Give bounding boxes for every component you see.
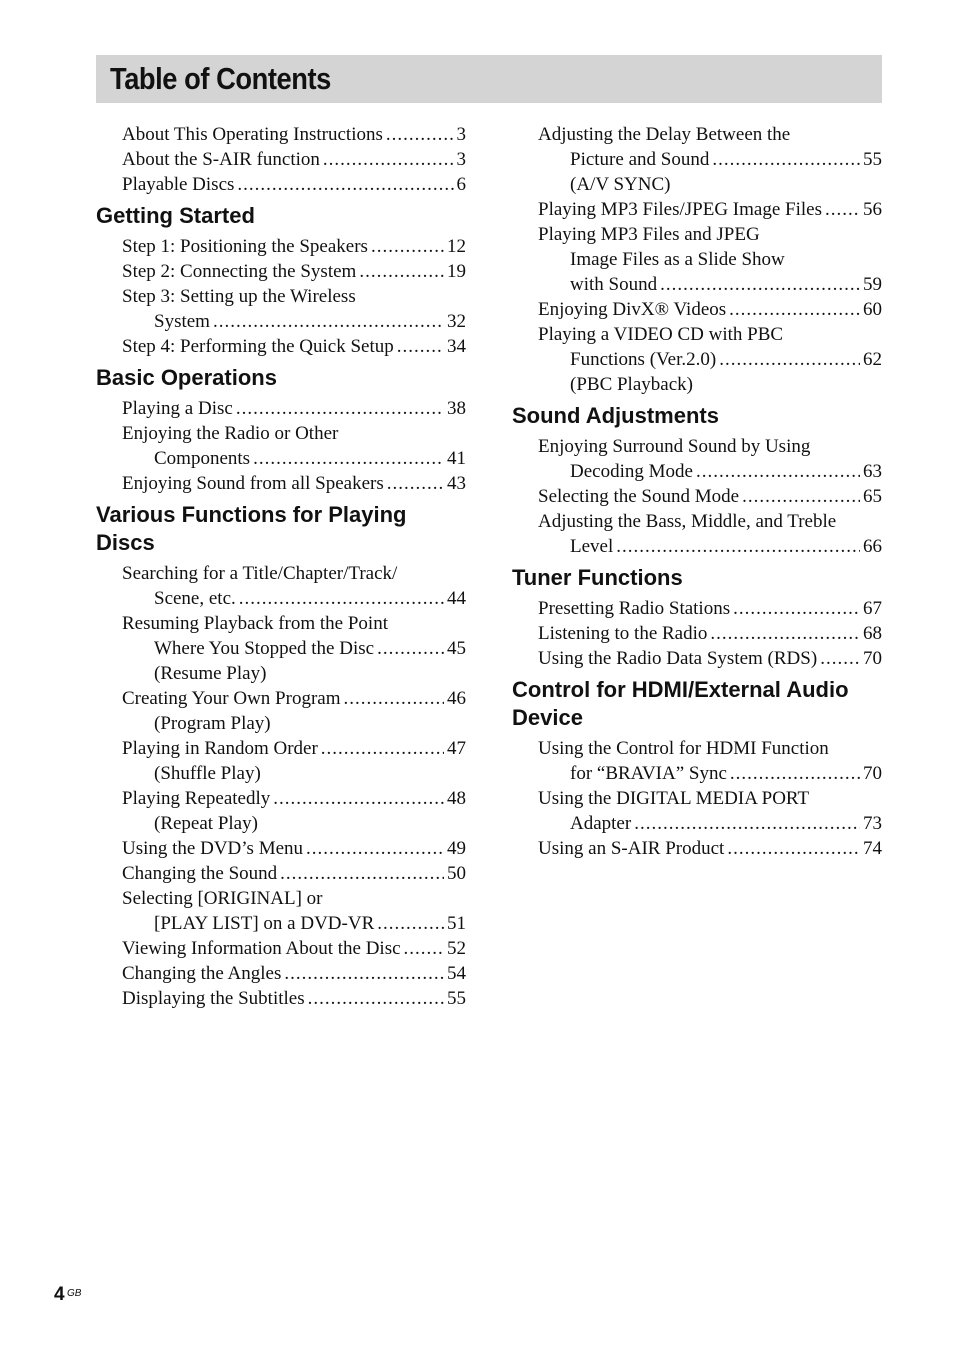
page-title: Table of Contents	[110, 61, 331, 96]
toc-entry-row	[538, 297, 882, 322]
toc-entry[interactable]	[122, 986, 466, 1011]
dot-leader	[284, 961, 444, 986]
toc-entry-row	[538, 534, 882, 559]
toc-page-number: 59	[863, 274, 882, 295]
toc-entry-row	[122, 234, 466, 259]
toc-page-number: 3	[456, 124, 466, 145]
dot-leader	[825, 197, 860, 222]
toc-entry-text: Level	[570, 536, 614, 557]
toc-entry-row	[122, 736, 466, 761]
toc-entry[interactable]	[122, 334, 466, 359]
toc-entry-text: Scene, etc.	[154, 588, 236, 609]
toc-entry-text: Using the Radio Data System (RDS)	[538, 648, 818, 669]
dot-leader	[237, 172, 453, 197]
dot-leader	[404, 936, 444, 961]
toc-page-number: 63	[863, 461, 882, 482]
toc-entry-subtext: (Shuffle Play)	[154, 763, 261, 784]
toc-entry-text: Step 3: Setting up the Wireless	[122, 286, 356, 307]
toc-entry-text: Step 4: Performing the Quick Setup	[122, 336, 394, 357]
dot-leader	[377, 636, 444, 661]
dot-leader	[306, 836, 444, 861]
toc-entry[interactable]	[122, 284, 466, 334]
toc-entry[interactable]	[122, 736, 466, 786]
dot-leader	[733, 596, 860, 621]
toc-entry-subtext: (PBC Playback)	[570, 374, 693, 395]
toc-page-number: 70	[863, 763, 882, 784]
dot-leader	[730, 761, 860, 786]
toc-page-number: 34	[447, 336, 466, 357]
toc-entry-text: Changing the Sound	[122, 863, 278, 884]
dot-leader	[236, 396, 444, 421]
toc-entry-text: Listening to the Radio	[538, 623, 708, 644]
toc-entry[interactable]	[538, 222, 882, 297]
toc-entry-text: Image Files as a Slide Show	[570, 249, 785, 270]
toc-entry-row	[122, 836, 466, 861]
toc-entry-row	[538, 459, 882, 484]
toc-entry-row	[122, 936, 466, 961]
toc-left-column	[96, 122, 466, 1011]
toc-entry-text: Playing MP3 Files and JPEG	[538, 224, 760, 245]
toc-entry[interactable]	[122, 961, 466, 986]
dot-leader	[729, 297, 860, 322]
toc-entry-text: Enjoying the Radio or Other	[122, 423, 339, 444]
toc-page-number: 43	[447, 473, 466, 494]
toc-entry[interactable]	[122, 172, 466, 197]
toc-entry[interactable]	[538, 596, 882, 621]
toc-page-number: 70	[863, 648, 882, 669]
toc-page-number: 66	[863, 536, 882, 557]
toc-entry-row	[538, 484, 882, 509]
toc-entry-subtext: (Resume Play)	[154, 663, 267, 684]
toc-entry-row	[122, 259, 466, 284]
dot-leader	[386, 122, 454, 147]
toc-entry-text: Searching for a Title/Chapter/Track/	[122, 563, 398, 584]
toc-entry[interactable]	[122, 147, 466, 172]
dot-leader	[371, 234, 444, 259]
toc-entry-text: for “BRAVIA” Sync	[570, 763, 727, 784]
toc-entry-text: Playable Discs	[122, 174, 235, 195]
toc-entry[interactable]	[122, 122, 466, 147]
dot-leader	[239, 586, 444, 611]
toc-entry-row	[538, 596, 882, 621]
toc-entry-row	[122, 122, 466, 147]
toc-entry-row	[122, 911, 466, 936]
toc-entry[interactable]	[122, 836, 466, 861]
toc-entry-row	[122, 471, 466, 496]
toc-page-number: 3	[456, 149, 466, 170]
dot-leader	[323, 147, 454, 172]
toc-entry-text: Presetting Radio Stations	[538, 598, 731, 619]
toc-entry-text: Playing in Random Order	[122, 738, 318, 759]
toc-entry-text: Playing a Disc	[122, 398, 233, 419]
dot-leader	[742, 484, 860, 509]
toc-entry-text: Adjusting the Bass, Middle, and Treble	[538, 511, 837, 532]
toc-page-number: 46	[447, 688, 466, 709]
dot-leader	[397, 334, 444, 359]
toc-entry-row	[538, 646, 882, 671]
dot-leader	[387, 471, 444, 496]
toc-entry-subtext: (A/V SYNC)	[570, 174, 671, 195]
toc-page-number: 32	[447, 311, 466, 332]
toc-entry[interactable]	[538, 484, 882, 509]
toc-page-number: 52	[447, 938, 466, 959]
toc-entry[interactable]	[122, 611, 466, 686]
toc-entry[interactable]	[538, 786, 882, 836]
toc-entry-row	[122, 334, 466, 359]
toc-entry[interactable]	[122, 471, 466, 496]
toc-entry[interactable]	[122, 561, 466, 611]
toc-entry[interactable]	[122, 259, 466, 284]
title-bar	[96, 55, 882, 103]
toc-entry-subtext: (Program Play)	[154, 713, 271, 734]
toc-entry-text: Step 2: Connecting the System	[122, 261, 357, 282]
toc-entry[interactable]	[538, 509, 882, 559]
toc-entry-text: Adjusting the Delay Between the	[538, 124, 791, 145]
toc-page-number: 62	[863, 349, 882, 370]
toc-entry-text: Picture and Sound	[570, 149, 710, 170]
page-number: 4	[54, 1284, 65, 1305]
toc-entry-row	[122, 961, 466, 986]
toc-entry-text: Step 1: Positioning the Speakers	[122, 236, 368, 257]
toc-entry-row	[122, 396, 466, 421]
toc-entry-text: Displaying the Subtitles	[122, 988, 305, 1009]
toc-page-number: 38	[447, 398, 466, 419]
toc-entry-text: Components	[154, 448, 251, 469]
dot-leader	[344, 686, 445, 711]
dot-leader	[359, 259, 444, 284]
toc-entry[interactable]	[122, 421, 466, 471]
toc-entry-row	[538, 147, 882, 172]
toc-entry[interactable]	[122, 936, 466, 961]
toc-entry[interactable]	[122, 886, 466, 936]
toc-page-number: 73	[863, 813, 882, 834]
toc-page-number: 50	[447, 863, 466, 884]
toc-entry-text: About the S-AIR function	[122, 149, 320, 170]
toc-right-column	[512, 122, 882, 861]
toc-entry-text: Adapter	[570, 813, 632, 834]
toc-entry-text: Changing the Angles	[122, 963, 282, 984]
toc-page-number: 56	[863, 199, 882, 220]
dot-leader	[280, 861, 444, 886]
toc-entry-text: Playing a VIDEO CD with PBC	[538, 324, 784, 345]
toc-entry-text: Using the DIGITAL MEDIA PORT	[538, 788, 810, 809]
toc-page-number: 55	[447, 988, 466, 1009]
dot-leader	[377, 911, 444, 936]
dot-leader	[710, 621, 860, 646]
toc-entry-text: Selecting [ORIGINAL] or	[122, 888, 323, 909]
toc-entry-text: Selecting the Sound Mode	[538, 486, 740, 507]
toc-page-number: 65	[863, 486, 882, 507]
toc-page-number: 47	[447, 738, 466, 759]
toc-entry[interactable]	[538, 434, 882, 484]
toc-entry-text: Resuming Playback from the Point	[122, 613, 388, 634]
toc-entry-row	[538, 272, 882, 297]
toc-page-number: 54	[447, 963, 466, 984]
toc-entry-row	[538, 197, 882, 222]
toc-page-number: 41	[447, 448, 466, 469]
dot-leader	[634, 811, 860, 836]
dot-leader	[719, 347, 860, 372]
toc-entry-text: Creating Your Own Program	[122, 688, 341, 709]
dot-leader	[727, 836, 860, 861]
toc-entry-row	[538, 811, 882, 836]
toc-entry-text: Using an S-AIR Product	[538, 838, 725, 859]
toc-entry-row	[538, 621, 882, 646]
toc-entry[interactable]	[122, 686, 466, 736]
dot-leader	[616, 534, 860, 559]
toc-page-number: 44	[447, 588, 466, 609]
toc-entry[interactable]	[538, 322, 882, 397]
page-number-suffix: GB	[67, 1288, 82, 1299]
section-heading: Various Functions for Playing Discs	[96, 502, 407, 555]
toc-page-number: 67	[863, 598, 882, 619]
toc-entry-text: Using the Control for HDMI Function	[538, 738, 829, 759]
toc-entry[interactable]	[538, 621, 882, 646]
dot-leader	[321, 736, 444, 761]
toc-entry-row	[538, 347, 882, 372]
toc-page-number: 60	[863, 299, 882, 320]
toc-entry-row	[538, 761, 882, 786]
section-heading: Sound Adjustments	[512, 403, 719, 428]
toc-entry-text: System	[154, 311, 210, 332]
toc-entry-row	[122, 986, 466, 1011]
toc-entry-text: Enjoying Surround Sound by Using	[538, 436, 811, 457]
toc-entry-text: Playing MP3 Files/JPEG Image Files	[538, 199, 822, 220]
dot-leader	[696, 459, 860, 484]
toc-page-number: 68	[863, 623, 882, 644]
dot-leader	[308, 986, 444, 1011]
toc-entry-row	[122, 147, 466, 172]
dot-leader	[660, 272, 860, 297]
toc-entry-row	[122, 636, 466, 661]
dot-leader	[253, 446, 444, 471]
toc-entry-subtext: (Repeat Play)	[154, 813, 258, 834]
toc-page-number: 45	[447, 638, 466, 659]
toc-entry[interactable]	[122, 396, 466, 421]
toc-entry-text: [PLAY LIST] on a DVD-VR	[154, 913, 375, 934]
toc-page-number: 19	[447, 261, 466, 282]
toc-entry-text: Functions (Ver.2.0)	[570, 349, 717, 370]
toc-entry-text: Enjoying Sound from all Speakers	[122, 473, 384, 494]
toc-entry[interactable]	[538, 297, 882, 322]
toc-entry-row	[122, 861, 466, 886]
toc-page-number: 48	[447, 788, 466, 809]
toc-entry-row	[122, 786, 466, 811]
toc-entry-text: Playing Repeatedly	[122, 788, 271, 809]
toc-page-number: 6	[456, 174, 466, 195]
toc-entry[interactable]	[538, 836, 882, 861]
toc-entry-row	[122, 686, 466, 711]
toc-entry[interactable]	[538, 122, 882, 197]
toc-entry-row	[538, 836, 882, 861]
toc-entry-text: Where You Stopped the Disc	[154, 638, 375, 659]
toc-entry[interactable]	[538, 197, 882, 222]
toc-entry[interactable]	[538, 736, 882, 786]
toc-entry[interactable]	[122, 234, 466, 259]
dot-leader	[273, 786, 444, 811]
toc-entry-row	[122, 172, 466, 197]
toc-page-number: 55	[863, 149, 882, 170]
toc-entry-text: Viewing Information About the Disc	[122, 938, 401, 959]
toc-page-number: 74	[863, 838, 882, 859]
section-heading: Getting Started	[96, 203, 255, 228]
toc-entry-text: About This Operating Instructions	[122, 124, 383, 145]
toc-entry[interactable]	[538, 646, 882, 671]
toc-entry[interactable]	[122, 786, 466, 836]
section-heading: Tuner Functions	[512, 565, 683, 590]
toc-entry-text: with Sound	[570, 274, 658, 295]
toc-page-number: 12	[447, 236, 466, 257]
toc-entry-text: Decoding Mode	[570, 461, 693, 482]
toc-entry-row	[122, 586, 466, 611]
toc-entry-text: Enjoying DivX® Videos	[538, 299, 727, 320]
toc-page-number: 49	[447, 838, 466, 859]
section-heading: Control for HDMI/External Audio Device	[512, 677, 849, 730]
dot-leader	[712, 147, 860, 172]
toc-entry-text: Using the DVD’s Menu	[122, 838, 304, 859]
toc-entry[interactable]	[122, 861, 466, 886]
toc-page-number: 51	[447, 913, 466, 934]
toc-entry-row	[122, 446, 466, 471]
section-heading: Basic Operations	[96, 365, 277, 390]
dot-leader	[820, 646, 860, 671]
dot-leader	[213, 309, 444, 334]
toc-entry-row	[122, 309, 466, 334]
